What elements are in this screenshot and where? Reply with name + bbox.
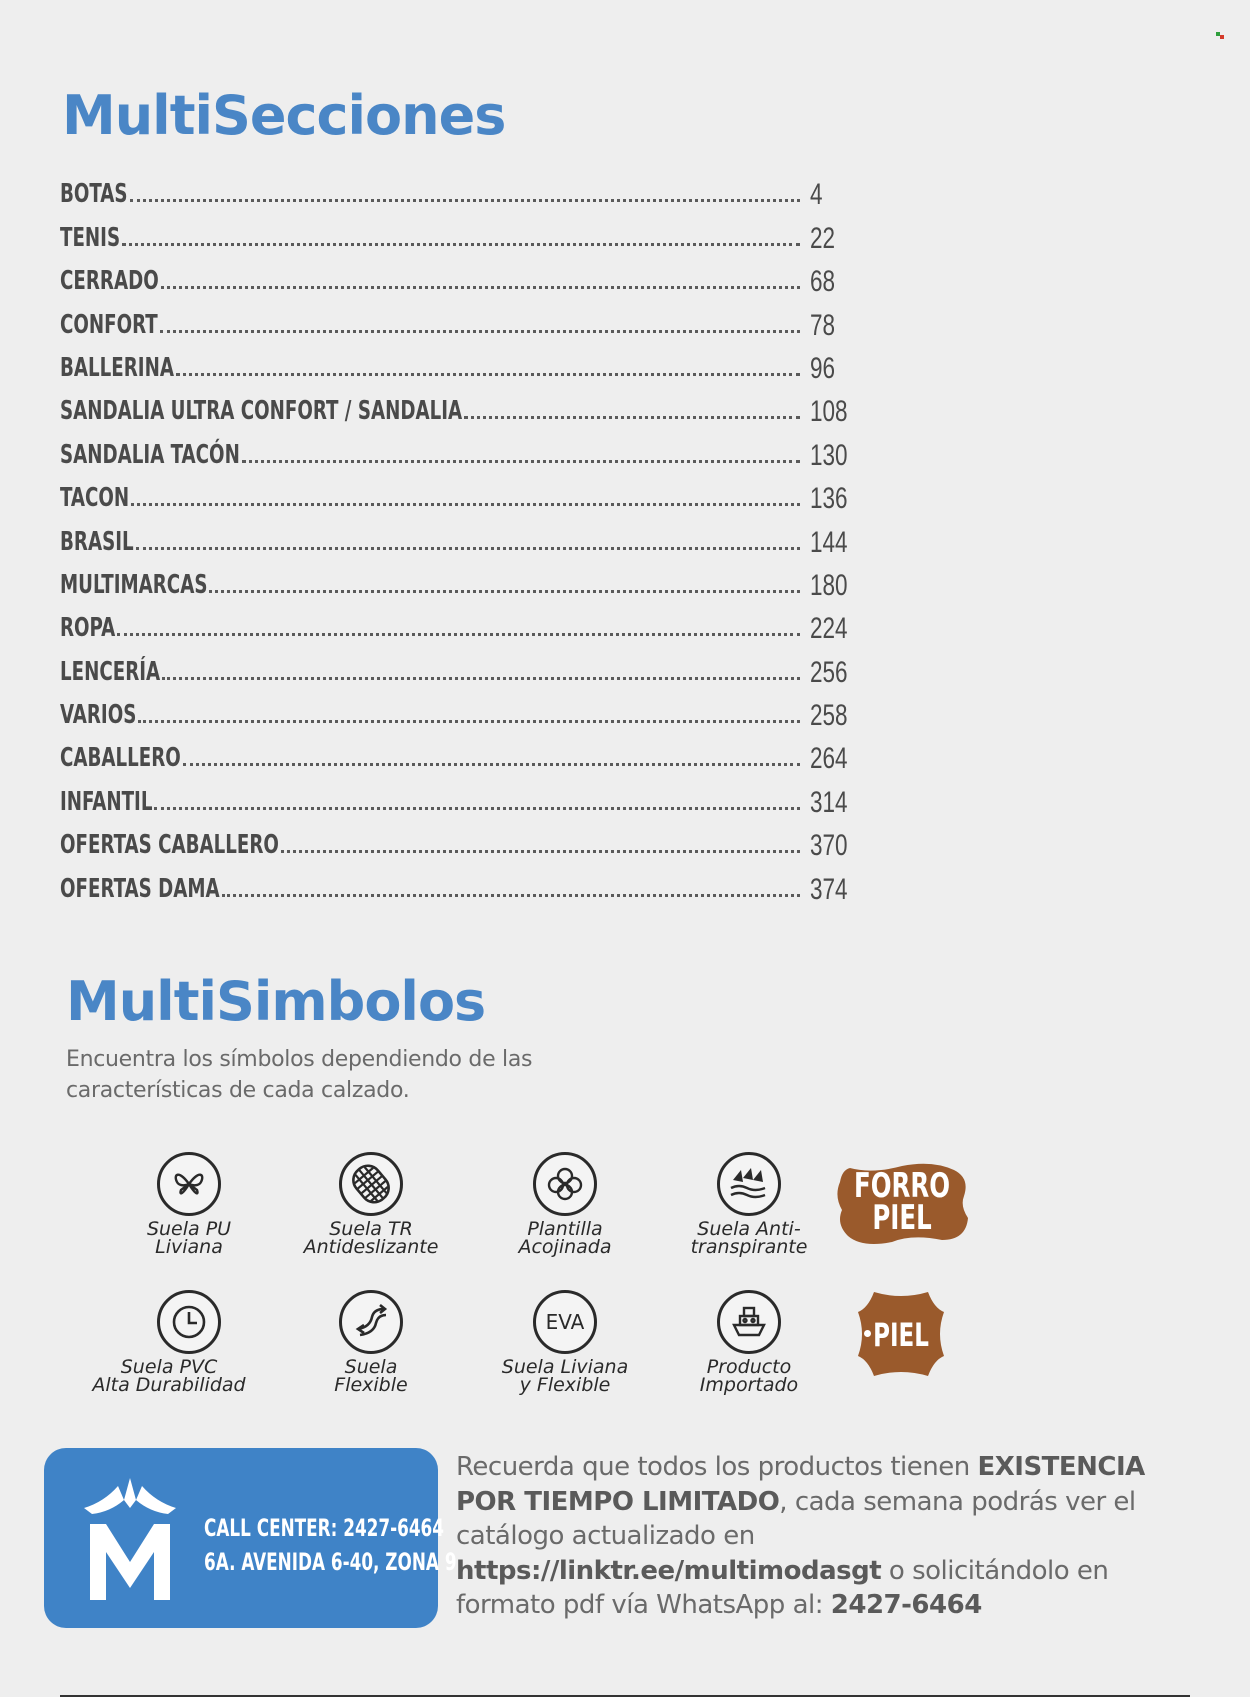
piel-badge [856,1288,946,1380]
toc-label: VARIOS [60,700,137,731]
toc-leader-dots [161,286,800,289]
symbol-producto-importado [659,1290,839,1394]
toc-row [60,513,870,559]
toc-label: OFERTAS CABALLERO [60,830,279,861]
toc-row [60,773,870,819]
toc-leader-dots [209,590,800,593]
forro-piel-text: FORRO PIEL [853,1166,950,1238]
symbol-caption: Suela Liviana y Flexible [501,1356,629,1396]
leaves-icon [717,1152,781,1216]
toc-label: CABALLERO [60,743,181,774]
multimoda-logo [84,1478,176,1602]
table-of-contents [60,166,870,904]
toc-leader-dots [162,677,800,680]
toc-leader-dots [117,633,800,636]
symbol-caption: Suela PVC Alta Durabilidad [92,1356,246,1396]
toc-row [60,166,870,212]
catalog-link[interactable]: https://linktr.ee/multimodasgt [456,1555,882,1586]
toc-leader-dots [183,763,800,766]
toc-page-number: 78 [810,308,836,342]
toc-label: ROPA [60,613,116,644]
toc-label: INFANTIL [60,786,153,817]
toc-page-number: 96 [810,351,836,385]
limited-time-emphasis: EXISTENCIA POR TIEMPO LIMITADO [456,1452,1145,1517]
eva-icon: EVA [533,1290,597,1354]
toc-page-number: 374 [810,872,848,906]
color-mark [1216,32,1225,41]
symbol-caption: Producto Importado [699,1356,799,1396]
toc-label: LENCERÍA [60,656,161,687]
clock-icon [157,1290,221,1354]
butterfly-icon [157,1152,221,1216]
symbols-subtitle: Encuentra los símbolos dependiendo de las características de cada calzado. [66,1047,533,1103]
call-center-text: CALL CENTER: 2427-6464 [204,1514,444,1542]
toc-leader-dots [138,720,800,723]
toc-row [60,426,870,472]
forro-piel-badge [832,1160,972,1248]
toc-label: OFERTAS DAMA [60,873,220,904]
toc-page-number: 314 [810,785,848,819]
toc-page-number: 68 [810,265,836,299]
toc-leader-dots [154,807,800,810]
toc-page-number: 4 [810,178,823,212]
toc-row [60,600,870,646]
toc-leader-dots [122,243,800,246]
toc-page-number: 258 [810,699,848,733]
toc-leader-dots [281,850,800,853]
toc-leader-dots [222,894,800,897]
symbol-suela-flexible [281,1290,461,1394]
toc-leader-dots [136,547,800,550]
toc-leader-dots [464,416,800,419]
toc-label: BOTAS [60,179,128,210]
tread-icon [339,1152,403,1216]
symbol-suela-liviana [475,1290,655,1394]
symbol-caption: Suela Flexible [334,1356,408,1396]
flex-icon [339,1290,403,1354]
symbol-suela-pu [99,1152,279,1256]
toc-label: SANDALIA TACÓN [60,439,240,470]
symbols-title: MultiSimbolos [66,970,486,1033]
sections-title: MultiSecciones [62,84,506,147]
toc-page-number: 256 [810,655,848,689]
toc-leader-dots [176,373,800,376]
toc-page-number: 264 [810,742,848,776]
toc-row [60,860,870,906]
toc-row [60,687,870,733]
toc-row [60,296,870,342]
toc-row [60,209,870,255]
symbol-suela-pvc [92,1290,279,1396]
address-text: 6A. AVENIDA 6-40, ZONA 9 [204,1548,457,1576]
toc-page-number: 130 [810,438,848,472]
symbol-caption: Suela PU Liviana [146,1218,232,1258]
availability-notice: Recuerda que todos los productos tienen EXISTENCIA POR TIEMPO LIMITADO, cada semana podrás ver el catálogo actualizado en https://linktr.ee/multimodasgt o solicitándolo en formato pdf vía WhatsApp al: 2427-6464 [456,1452,1145,1620]
toc-row [60,643,870,689]
symbol-suela-tr [281,1152,461,1256]
toc-leader-dots [131,503,800,506]
toc-page-number: 22 [810,221,836,255]
symbol-caption: Plantilla Acojinada [518,1218,612,1258]
toc-label: SANDALIA ULTRA CONFORT / SANDALIA [60,396,463,427]
toc-label: BALLERINA [60,352,174,383]
toc-label: TENIS [60,222,121,253]
toc-page-number: 108 [810,395,848,429]
toc-leader-dots [130,199,800,202]
toc-label: CONFORT [60,309,158,340]
ship-icon [717,1290,781,1354]
dot-mark [864,1330,871,1337]
toc-label: TACON [60,483,130,514]
toc-row [60,557,870,600]
toc-leader-dots [160,330,800,333]
toc-page-number: 136 [810,482,848,516]
symbol-anti-transpirante [659,1152,839,1256]
toc-row [60,470,870,516]
contact-box [44,1448,457,1628]
cotton-icon [533,1152,597,1216]
toc-row [60,253,870,299]
toc-page-number: 144 [810,525,848,559]
toc-page-number: 224 [810,612,848,646]
toc-label: CERRADO [60,266,159,297]
toc-row [60,383,870,429]
toc-row [60,817,870,863]
symbol-plantilla [475,1152,655,1256]
toc-label: MULTIMARCAS [60,569,208,600]
toc-row [60,340,870,383]
toc-page-number: 370 [810,829,848,863]
symbol-caption: Suela TR Antideslizante [303,1218,439,1258]
toc-row [60,730,870,776]
toc-label: BRASIL [60,526,134,557]
whatsapp-number: 2427-6464 [830,1590,982,1620]
toc-page-number: 180 [810,568,848,602]
piel-text: PIEL [873,1316,929,1354]
toc-leader-dots [242,460,800,463]
symbol-caption: Suela Anti- transpirante [690,1218,808,1258]
